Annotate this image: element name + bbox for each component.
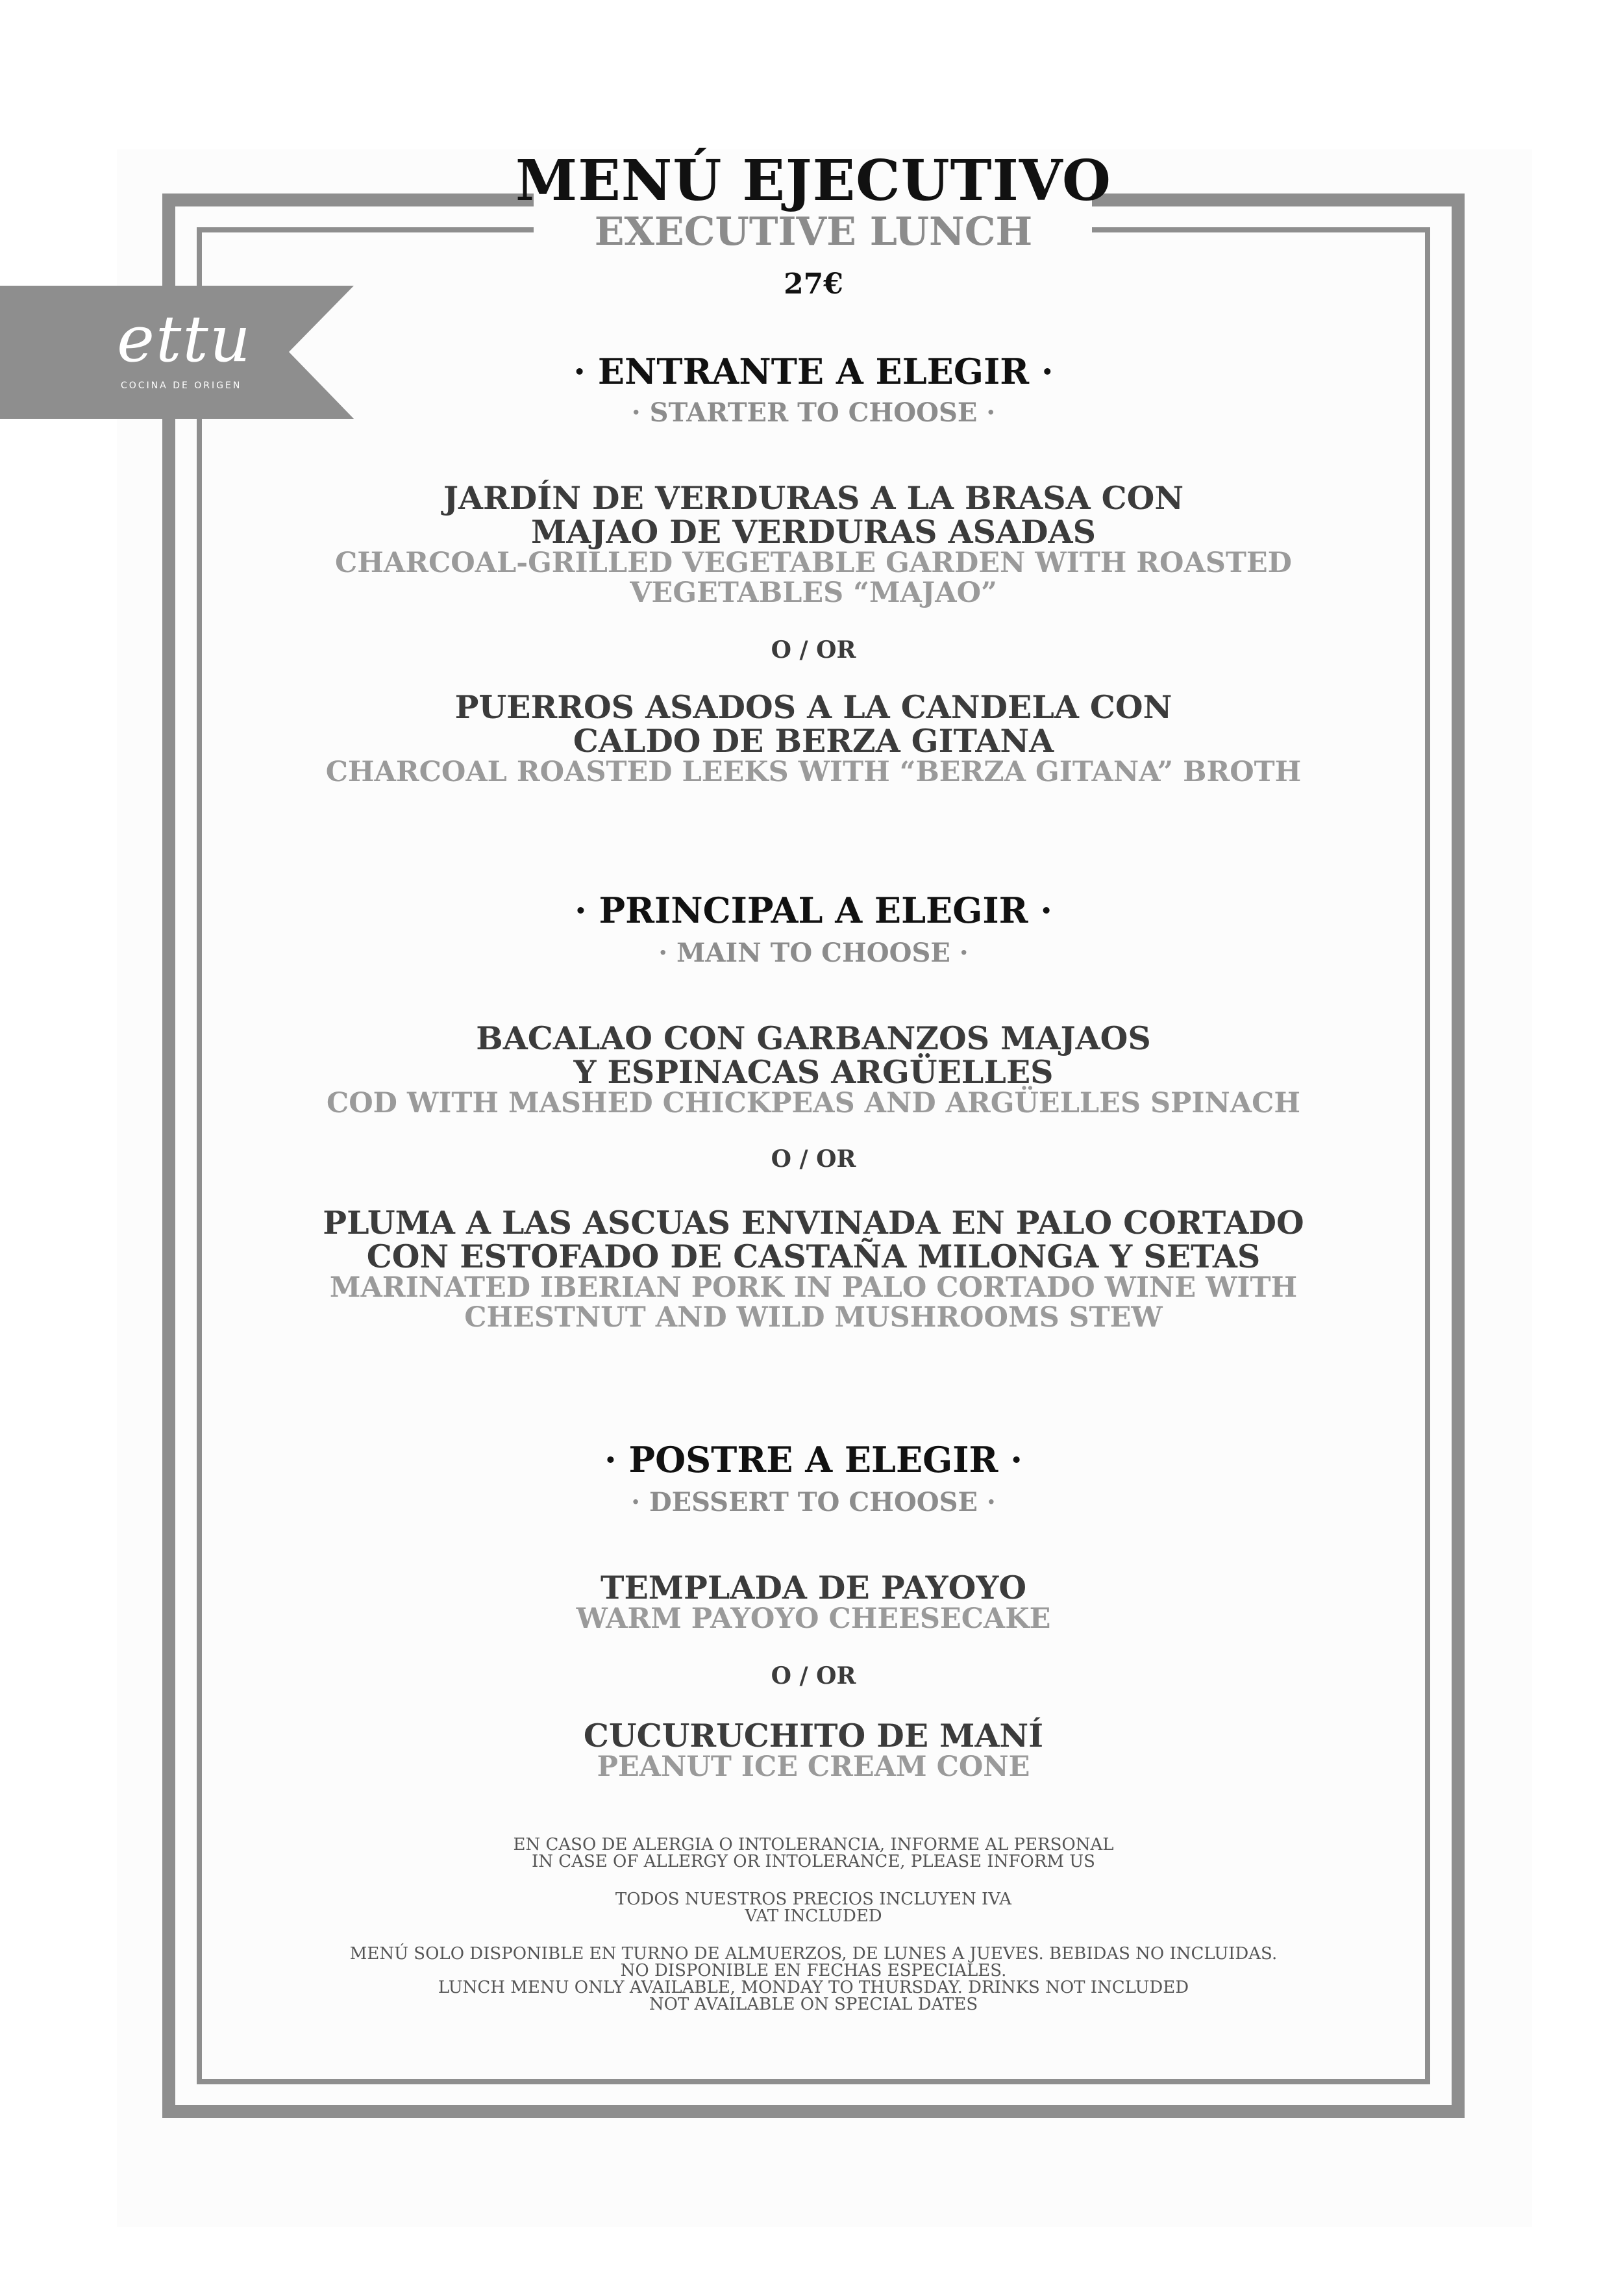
dessert-1-translation: WARM PAYOYO CHEESECAKE xyxy=(576,1603,1051,1635)
main-1-translation: COD WITH MASHED CHICKPEAS AND ARGÜELLES SPINACH xyxy=(327,1087,1300,1119)
section-heading-main: · PRINCIPAL A ELEGIR · xyxy=(574,890,1053,931)
availability-note-es: MENÚ SOLO DISPONIBLE EN TURNO DE ALMUERZOS, DE LUNES A JUEVES. BEBIDAS NO INCLUIDAS. xyxy=(349,1944,1278,1964)
menu-price: 27€ xyxy=(784,268,843,301)
availability-note-en: LUNCH MENU ONLY AVAILABLE, MONDAY TO THURSDAY. DRINKS NOT INCLUDED xyxy=(438,1978,1189,1997)
main-2-translation: MARINATED IBERIAN PORK IN PALO CORTADO WINE WITH xyxy=(329,1271,1298,1304)
allergy-note-en: IN CASE OF ALLERGY OR INTOLERANCE, PLEASE INFORM US xyxy=(532,1852,1095,1871)
section-subheading-main: · MAIN TO CHOOSE · xyxy=(658,938,969,968)
vat-note-es: TODOS NUESTROS PRECIOS INCLUYEN IVA xyxy=(615,1890,1012,1909)
starter-or: O / OR xyxy=(771,636,856,664)
availability-note-en-2: NOT AVAILABLE ON SPECIAL DATES xyxy=(649,1995,978,2014)
menu-subtitle: EXECUTIVE LUNCH xyxy=(594,209,1033,255)
main-or: O / OR xyxy=(771,1145,856,1173)
main-2-translation-cont: CHESTNUT AND WILD MUSHROOMS STEW xyxy=(464,1301,1163,1334)
main-1-name: BACALAO CON GARBANZOS MAJAOS xyxy=(476,1019,1151,1057)
starter-1-translation: CHARCOAL-GRILLED VEGETABLE GARDEN WITH ROASTED xyxy=(335,547,1292,579)
starter-1-name-cont: MAJAO DE VERDURAS ASADAS xyxy=(531,513,1096,551)
dessert-2-translation: PEANUT ICE CREAM CONE xyxy=(597,1751,1030,1783)
main-1-name-cont: Y ESPINACAS ARGÜELLES xyxy=(573,1053,1054,1091)
starter-2-name: PUERROS ASADOS A LA CANDELA CON xyxy=(454,688,1172,726)
dessert-1-name: TEMPLADA DE PAYOYO xyxy=(600,1569,1027,1606)
dessert-or: O / OR xyxy=(771,1662,856,1690)
section-heading-starter: · ENTRANTE A ELEGIR · xyxy=(573,351,1054,392)
vat-note-en: VAT INCLUDED xyxy=(745,1906,882,1926)
logo-wordmark: ettu xyxy=(117,303,252,377)
logo-tagline: COCINA DE ORIGEN xyxy=(121,381,242,391)
starter-2-translation: CHARCOAL ROASTED LEEKS WITH “BERZA GITANA” BROTH xyxy=(325,756,1302,788)
section-heading-dessert: · POSTRE A ELEGIR · xyxy=(604,1439,1023,1480)
dessert-2-name: CUCURUCHITO DE MANÍ xyxy=(583,1717,1044,1754)
menu-title: MENÚ EJECUTIVO xyxy=(515,148,1111,214)
main-2-name: PLUMA A LAS ASCUAS ENVINADA EN PALO CORTADO xyxy=(323,1204,1304,1242)
main-2-name-cont: CON ESTOFADO DE CASTAÑA MILONGA Y SETAS xyxy=(366,1238,1261,1275)
section-subheading-starter: · STARTER TO CHOOSE · xyxy=(631,397,996,428)
availability-note-es-2: NO DISPONIBLE EN FECHAS ESPECIALES. xyxy=(620,1961,1007,1980)
starter-2-name-cont: CALDO DE BERZA GITANA xyxy=(573,722,1054,760)
starter-1-translation-cont: VEGETABLES “MAJAO” xyxy=(630,577,997,609)
section-subheading-dessert: · DESSERT TO CHOOSE · xyxy=(631,1487,996,1517)
allergy-note-es: EN CASO DE ALERGIA O INTOLERANCIA, INFORME AL PERSONAL xyxy=(513,1835,1114,1854)
starter-1-name: JARDÍN DE VERDURAS A LA BRASA CON xyxy=(443,479,1184,517)
